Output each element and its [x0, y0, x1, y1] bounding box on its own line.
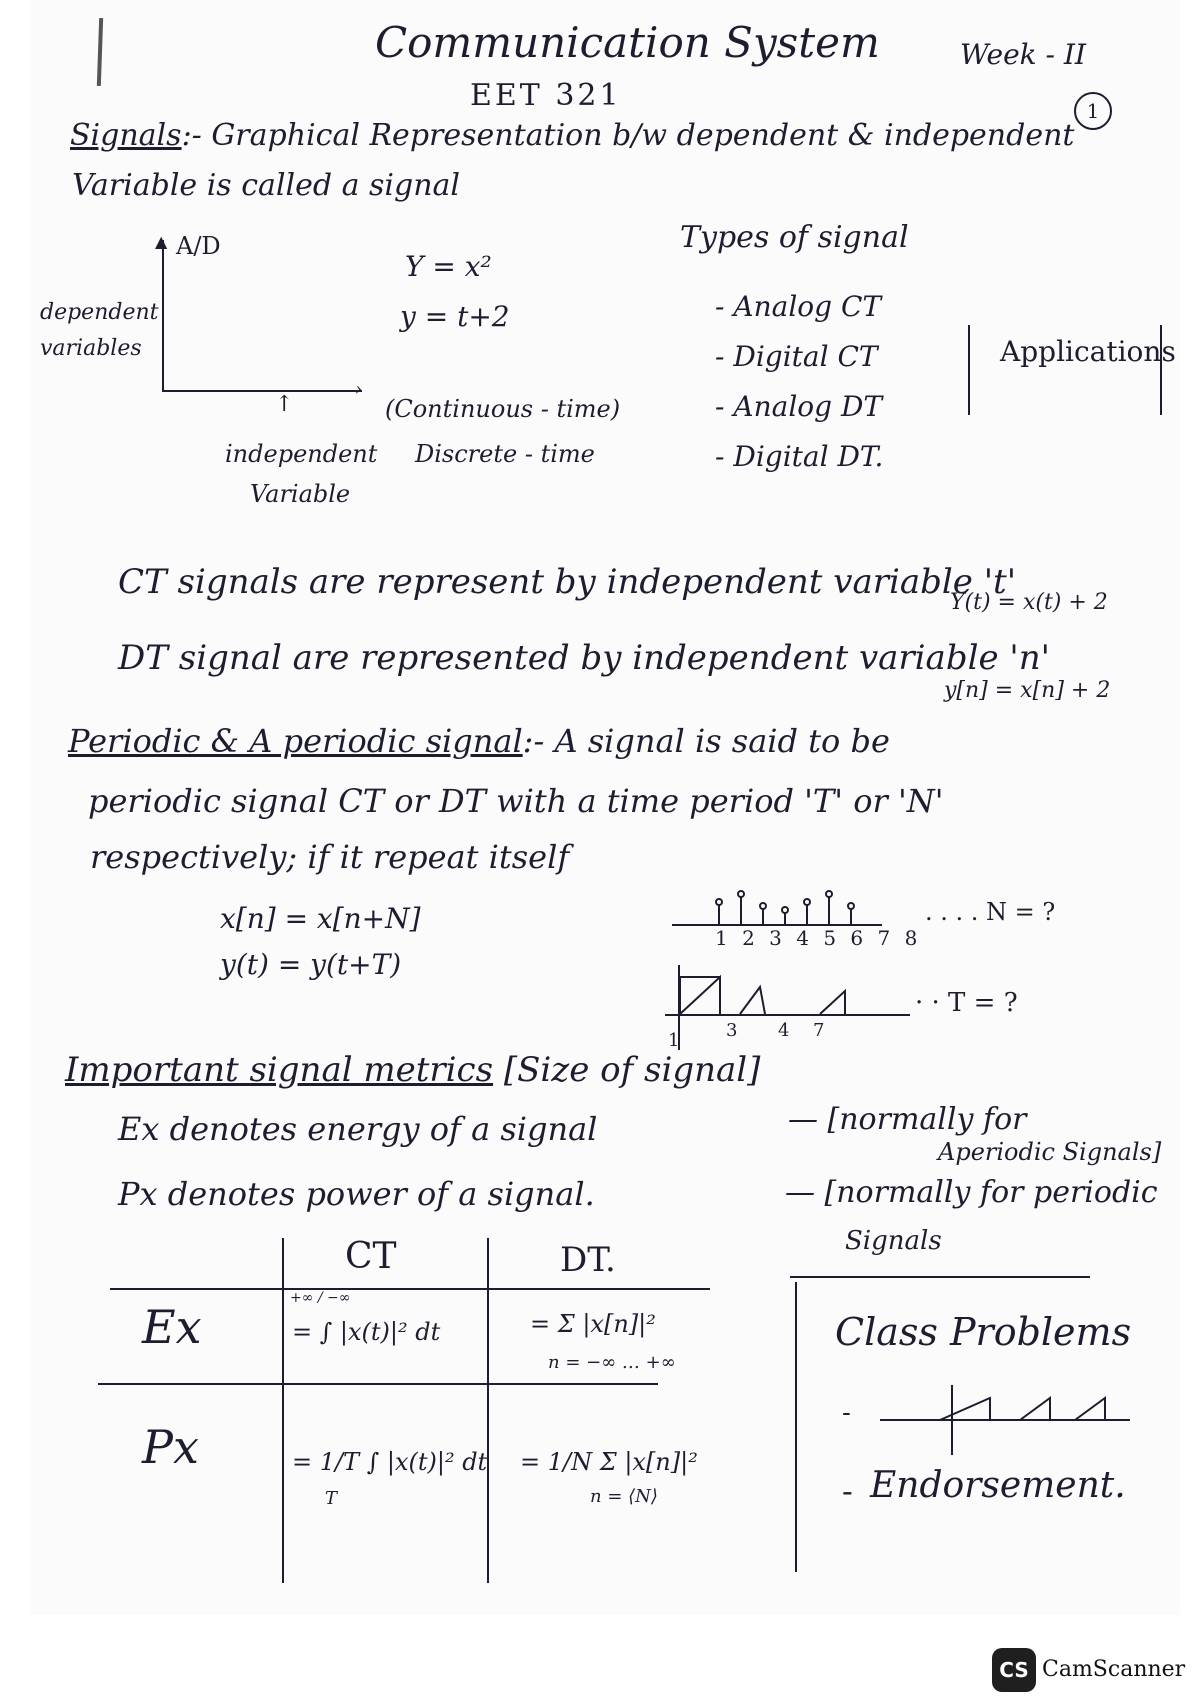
stem-6: [828, 896, 830, 924]
power-note: — [normally for periodic: [785, 1175, 1158, 1210]
periodic-term: Periodic & A periodic signal: [68, 722, 523, 760]
variable-label: Variable: [250, 480, 351, 508]
energy-line: Ex denotes energy of a signal: [118, 1110, 598, 1148]
periodic-line1-rest: :- A signal is said to be: [522, 722, 890, 760]
table-header-dt: DT.: [560, 1240, 616, 1280]
y-axis: [162, 240, 164, 390]
example-equation-2: y = t+2: [400, 300, 510, 333]
x-axis-arrow-icon: ›: [355, 379, 363, 400]
dependent-variable-label: [40, 295, 159, 367]
dt-relation: y[n] = x[n] + 2: [944, 678, 1111, 703]
example-equation-1: Y = x²: [405, 250, 492, 283]
types-list: [715, 282, 883, 482]
e-ct-limits: +∞ / −∞: [290, 1290, 351, 1306]
type-item: - Digital CT: [715, 332, 883, 382]
p-dt-limit: n = ⟨N⟩: [590, 1486, 658, 1507]
page-number: 1: [1074, 92, 1112, 130]
periodic-line3: respectively; if it repeat itself: [90, 838, 570, 876]
table-header-ct: CT: [345, 1236, 397, 1277]
class-problems-top-rule: [790, 1276, 1090, 1278]
dependent-label-2: variables: [40, 336, 142, 361]
types-of-signal-title: Types of signal: [680, 220, 909, 255]
type-item: - Analog DT: [715, 382, 883, 432]
class-problem-item: Endorsement.: [870, 1465, 1126, 1506]
stem-5: [806, 904, 808, 924]
t-question: · · T = ?: [915, 988, 1018, 1018]
ct-signal-line: CT signals are represent by independent variable 't': [118, 562, 1017, 602]
saw-tick: 4: [778, 1020, 790, 1041]
class-problems-left-rule: [795, 1282, 797, 1572]
x-axis: [162, 390, 362, 392]
class-problem-dash: -: [842, 1398, 851, 1428]
periodic-line2: periodic signal CT or DT with a time period 'T' or 'N': [88, 782, 944, 820]
p-ct-limit: T: [325, 1488, 338, 1509]
dt-signal-line: DT signal are represented by independent variable 'n': [118, 638, 1050, 678]
p-dt-formula: = 1/N Σ |x[n]|²: [520, 1448, 698, 1476]
aperiodic-note: Aperiodic Signals]: [938, 1138, 1162, 1166]
periodic-line1: [68, 722, 890, 760]
table-rule-mid: [98, 1383, 658, 1385]
y-axis-arrow-icon: ▲: [155, 232, 168, 251]
sawtooth-wave: [665, 965, 925, 1025]
page-title: Communication System: [375, 18, 880, 67]
camscanner-text: CamScanner: [1042, 1657, 1186, 1682]
e-dt-limits: n = −∞ … +∞: [548, 1352, 676, 1373]
stem-3: [762, 908, 764, 924]
cp-tooth-2: [1020, 1398, 1050, 1420]
independent-label: independent: [225, 440, 378, 468]
class-problem-dash-2: -: [842, 1472, 853, 1510]
periodic-formula-ct: y(t) = y(t+T): [220, 948, 402, 981]
n-question: . . . . N = ?: [925, 898, 1056, 926]
signals-note: Signals: [845, 1226, 942, 1256]
metrics-heading-note: [Size of signal]: [503, 1050, 761, 1090]
stem-1: [718, 904, 720, 924]
saw-tick: 1: [668, 1030, 680, 1051]
signals-definition-text: :- Graphical Representation b/w dependent & independent: [181, 118, 1075, 153]
discrete-time-label: Discrete - time: [415, 440, 595, 468]
signals-definition-line1: [70, 118, 1074, 153]
table-col-divider-2: [487, 1238, 489, 1583]
course-code: EET 321: [470, 78, 622, 113]
cp-tooth-3: [1075, 1398, 1105, 1420]
continuous-time-label: (Continuous - time): [385, 395, 621, 423]
up-arrow-icon: ↑: [275, 392, 294, 417]
metrics-heading-line: [65, 1050, 760, 1090]
class-problem-sawtooth: [880, 1380, 1140, 1460]
signals-term: Signals: [70, 118, 182, 153]
table-col-divider-1: [282, 1238, 284, 1583]
table-row-energy-label: Ex: [142, 1300, 202, 1354]
power-line: Px denotes power of a signal.: [118, 1175, 595, 1213]
signals-definition-line2: Variable is called a signal: [72, 168, 461, 203]
p-ct-formula: = 1/T ∫ |x(t)|² dt: [292, 1448, 488, 1476]
stem-tick-labels: 1 2 3 4 5 6 7 8: [715, 926, 922, 950]
e-dt-formula: = Σ |x[n]|²: [530, 1310, 656, 1338]
metrics-heading: Important signal metrics: [65, 1050, 494, 1090]
saw-segment-1b: [680, 977, 720, 1014]
table-row-power-label: Px: [142, 1420, 199, 1474]
type-item: - Analog CT: [715, 282, 883, 332]
saw-segment-2: [740, 987, 765, 1014]
stem-7: [850, 908, 852, 924]
cp-tooth-1: [940, 1398, 990, 1420]
y-axis-label: A/D: [176, 232, 221, 260]
saw-tick: 3: [726, 1020, 738, 1041]
dependent-label-1: dependent: [40, 300, 159, 325]
ct-relation: Y(t) = x(t) + 2: [950, 590, 1108, 615]
type-item: - Digital DT.: [715, 432, 883, 482]
saw-tick: 7: [813, 1020, 825, 1041]
saw-segment-3: [820, 991, 845, 1014]
table-rule-top: [110, 1288, 710, 1290]
week-label: Week - II: [960, 38, 1086, 71]
e-ct-formula: = ∫ |x(t)|² dt: [292, 1318, 441, 1346]
energy-note: — [normally for: [788, 1102, 1027, 1137]
applications-label: Applications: [1000, 335, 1176, 368]
stem-4: [784, 912, 786, 924]
class-problems-title: Class Problems: [835, 1310, 1132, 1354]
camscanner-logo: CS: [992, 1648, 1036, 1692]
periodic-formula-dt: x[n] = x[n+N]: [220, 902, 421, 935]
stem-2: [740, 896, 742, 924]
